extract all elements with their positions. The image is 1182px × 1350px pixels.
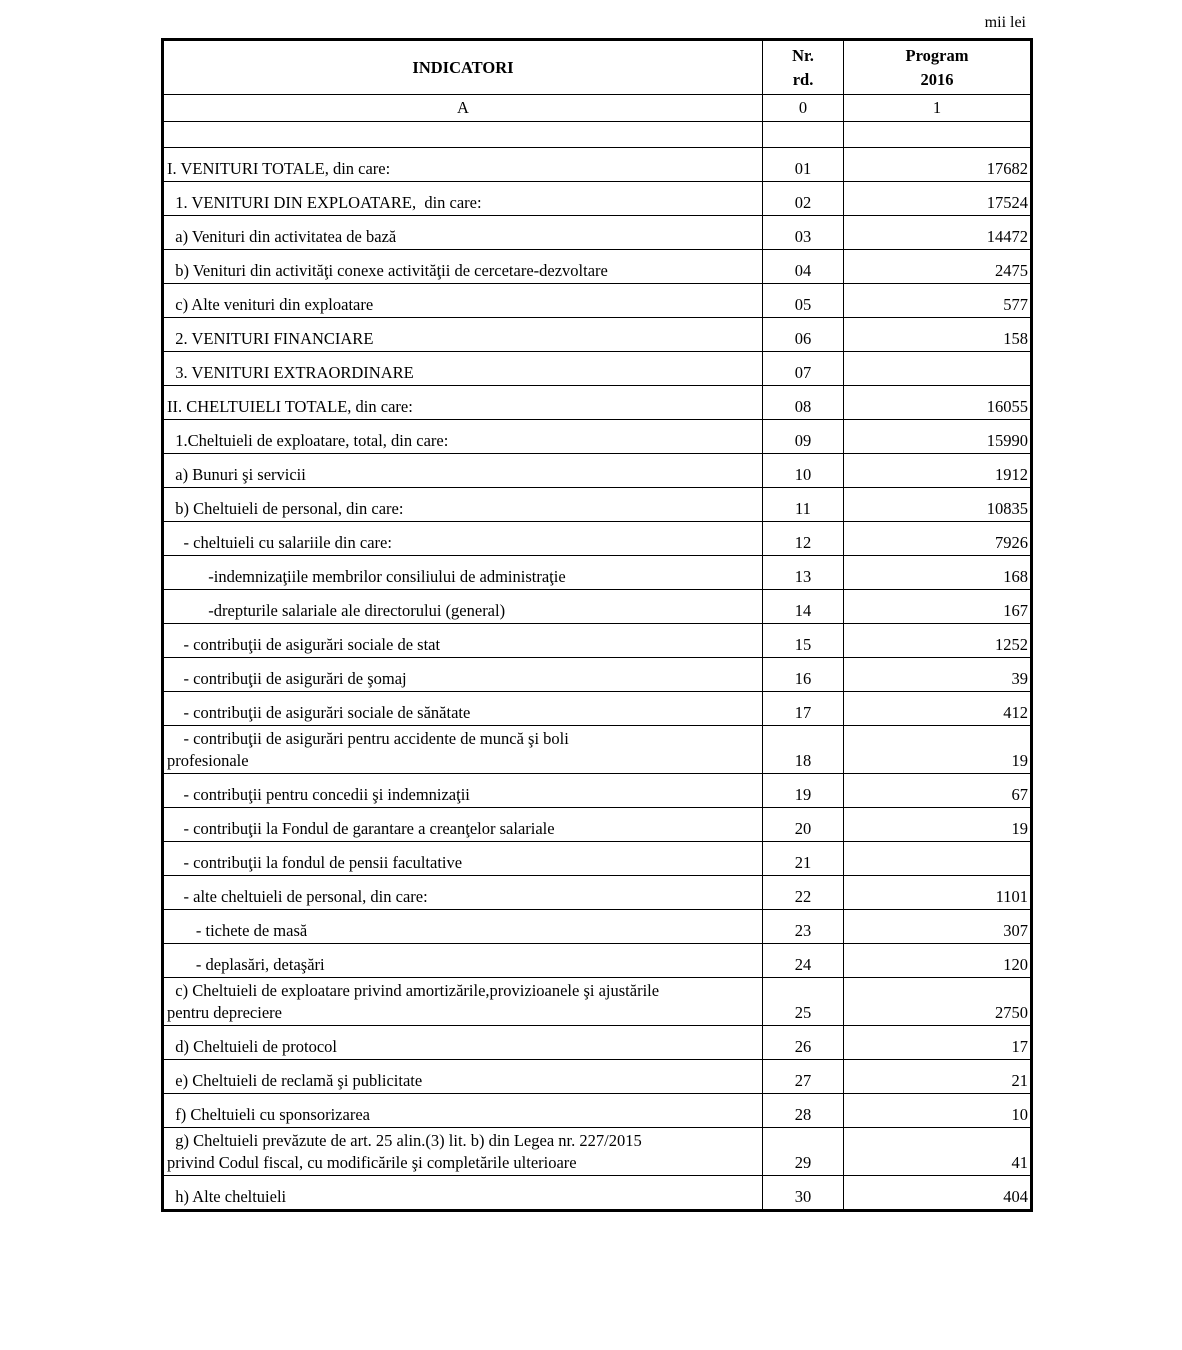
program-value-cell: 67: [844, 774, 1032, 808]
indicator-cell: -drepturile salariale ale directorului (general): [163, 590, 763, 624]
indicator-cell: - tichete de masă: [163, 910, 763, 944]
row-number-cell: 03: [763, 216, 844, 250]
program-value-cell: 158: [844, 318, 1032, 352]
column-letter-program: 1: [844, 95, 1032, 122]
table-row: [163, 522, 1032, 556]
indicator-cell: - contribuţii la fondul de pensii facultative: [163, 842, 763, 876]
indicator-cell: 1.Cheltuieli de exploatare, total, din care:: [163, 420, 763, 454]
header-nr-line1: Nr.: [792, 45, 814, 65]
row-number-cell: 30: [763, 1176, 844, 1211]
row-number-cell: 29: [763, 1128, 844, 1176]
row-number-cell: 07: [763, 352, 844, 386]
program-value-cell: 16055: [844, 386, 1032, 420]
program-value-cell: 307: [844, 910, 1032, 944]
blank-row: [163, 122, 1032, 148]
row-number-cell: 26: [763, 1026, 844, 1060]
program-value-cell: 2475: [844, 250, 1032, 284]
program-value-cell: 14472: [844, 216, 1032, 250]
table-row: [163, 250, 1032, 284]
row-number-cell: 19: [763, 774, 844, 808]
header-program-line1: Program: [905, 45, 969, 65]
table-row: [163, 1060, 1032, 1094]
row-number-cell: 01: [763, 148, 844, 182]
indicator-cell: b) Venituri din activităţi conexe activităţii de cercetare-dezvoltare: [163, 250, 763, 284]
row-number-cell: 16: [763, 658, 844, 692]
table-row: [163, 658, 1032, 692]
row-number-cell: 15: [763, 624, 844, 658]
indicator-cell: a) Venituri din activitatea de bază: [163, 216, 763, 250]
program-value-cell: 41: [844, 1128, 1032, 1176]
row-number-cell: 23: [763, 910, 844, 944]
column-letter-indicator: A: [163, 95, 763, 122]
program-value-cell: 7926: [844, 522, 1032, 556]
table-row: [163, 910, 1032, 944]
blank-cell: [763, 122, 844, 148]
table-row: [163, 556, 1032, 590]
indicator-cell: d) Cheltuieli de protocol: [163, 1026, 763, 1060]
program-value-cell: 17524: [844, 182, 1032, 216]
row-number-cell: 11: [763, 488, 844, 522]
budget-table: [161, 38, 1033, 1212]
table-row: [163, 624, 1032, 658]
indicator-cell: e) Cheltuieli de reclamă şi publicitate: [163, 1060, 763, 1094]
program-value-cell: 39: [844, 658, 1032, 692]
table-row: [163, 774, 1032, 808]
program-value-cell: 412: [844, 692, 1032, 726]
row-number-cell: 25: [763, 978, 844, 1026]
program-value-cell: 1252: [844, 624, 1032, 658]
program-value-cell: 10: [844, 1094, 1032, 1128]
column-letter-nr: 0: [763, 95, 844, 122]
table-row: [163, 386, 1032, 420]
row-number-cell: 02: [763, 182, 844, 216]
column-letters-row: [163, 95, 1032, 122]
program-value-cell: 404: [844, 1176, 1032, 1211]
program-value-cell: [844, 842, 1032, 876]
indicator-cell: 3. VENITURI EXTRAORDINARE: [163, 352, 763, 386]
indicator-cell: - contribuţii de asigurări sociale de sănătate: [163, 692, 763, 726]
header-nr-line2: rd.: [792, 69, 814, 89]
row-number-cell: 10: [763, 454, 844, 488]
indicator-cell: - alte cheltuieli de personal, din care:: [163, 876, 763, 910]
table-row: [163, 1094, 1032, 1128]
table-row: [163, 318, 1032, 352]
table-row: [163, 1176, 1032, 1211]
program-value-cell: 17682: [844, 148, 1032, 182]
program-value-cell: 120: [844, 944, 1032, 978]
program-value-cell: 577: [844, 284, 1032, 318]
row-number-cell: 20: [763, 808, 844, 842]
row-number-cell: 08: [763, 386, 844, 420]
table-row: [163, 692, 1032, 726]
table-row: [163, 216, 1032, 250]
program-value-cell: 17: [844, 1026, 1032, 1060]
row-number-cell: 21: [763, 842, 844, 876]
row-number-cell: 18: [763, 726, 844, 774]
row-number-cell: 05: [763, 284, 844, 318]
indicator-cell: a) Bunuri şi servicii: [163, 454, 763, 488]
program-value-cell: 168: [844, 556, 1032, 590]
program-value-cell: 167: [844, 590, 1032, 624]
header-nr: [763, 40, 844, 95]
indicator-cell: II. CHELTUIELI TOTALE, din care:: [163, 386, 763, 420]
table-row: [163, 944, 1032, 978]
row-number-cell: 28: [763, 1094, 844, 1128]
row-number-cell: 13: [763, 556, 844, 590]
row-number-cell: 24: [763, 944, 844, 978]
unit-label: mii lei: [984, 14, 1026, 31]
table-row: [163, 284, 1032, 318]
row-number-cell: 17: [763, 692, 844, 726]
table-row: [163, 1128, 1032, 1176]
indicator-cell: - contribuţii pentru concedii şi indemnizaţii: [163, 774, 763, 808]
row-number-cell: 04: [763, 250, 844, 284]
indicator-cell: - contribuţii la Fondul de garantare a creanţelor salariale: [163, 808, 763, 842]
indicator-cell: f) Cheltuieli cu sponsorizarea: [163, 1094, 763, 1128]
indicator-cell: - contribuţii de asigurări pentru accidente de muncă şi boli profesionale: [163, 726, 763, 774]
table-row: [163, 352, 1032, 386]
indicator-cell: - contribuţii de asigurări de şomaj: [163, 658, 763, 692]
program-value-cell: 15990: [844, 420, 1032, 454]
program-value-cell: [844, 352, 1032, 386]
program-value-cell: 10835: [844, 488, 1032, 522]
table-row: [163, 488, 1032, 522]
indicator-cell: -indemnizaţiile membrilor consiliului de administraţie: [163, 556, 763, 590]
indicator-cell: - deplasări, detaşări: [163, 944, 763, 978]
program-value-cell: 1912: [844, 454, 1032, 488]
row-number-cell: 22: [763, 876, 844, 910]
table-row: [163, 590, 1032, 624]
row-number-cell: 14: [763, 590, 844, 624]
program-value-cell: 21: [844, 1060, 1032, 1094]
header-row: [163, 40, 1032, 95]
table-row: [163, 420, 1032, 454]
indicator-cell: b) Cheltuieli de personal, din care:: [163, 488, 763, 522]
table-row: [163, 808, 1032, 842]
indicator-cell: 1. VENITURI DIN EXPLOATARE, din care:: [163, 182, 763, 216]
header-program-line2: 2016: [920, 69, 954, 89]
row-number-cell: 27: [763, 1060, 844, 1094]
table-row: [163, 726, 1032, 774]
program-value-cell: 19: [844, 808, 1032, 842]
indicator-cell: I. VENITURI TOTALE, din care:: [163, 148, 763, 182]
blank-cell: [844, 122, 1032, 148]
program-value-cell: 19: [844, 726, 1032, 774]
indicator-cell: c) Alte venituri din exploatare: [163, 284, 763, 318]
table-row: [163, 978, 1032, 1026]
program-value-cell: 1101: [844, 876, 1032, 910]
indicator-cell: 2. VENITURI FINANCIARE: [163, 318, 763, 352]
header-indicator: INDICATORI: [163, 40, 763, 95]
program-value-cell: 2750: [844, 978, 1032, 1026]
row-number-cell: 09: [763, 420, 844, 454]
table-row: [163, 454, 1032, 488]
table-row: [163, 876, 1032, 910]
indicator-cell: h) Alte cheltuieli: [163, 1176, 763, 1211]
blank-cell: [163, 122, 763, 148]
table-row: [163, 148, 1032, 182]
header-program: [844, 40, 1032, 95]
indicator-cell: - contribuţii de asigurări sociale de stat: [163, 624, 763, 658]
table-row: [163, 842, 1032, 876]
indicator-cell: - cheltuieli cu salariile din care:: [163, 522, 763, 556]
table-row: [163, 1026, 1032, 1060]
row-number-cell: 12: [763, 522, 844, 556]
row-number-cell: 06: [763, 318, 844, 352]
table-row: [163, 182, 1032, 216]
indicator-cell: g) Cheltuieli prevăzute de art. 25 alin.(3) lit. b) din Legea nr. 227/2015 privind Codul fiscal, cu modificările şi completările ulterioare: [163, 1128, 763, 1176]
indicator-cell: c) Cheltuieli de exploatare privind amortizările,provizioanele şi ajustările pentru depreciere: [163, 978, 763, 1026]
